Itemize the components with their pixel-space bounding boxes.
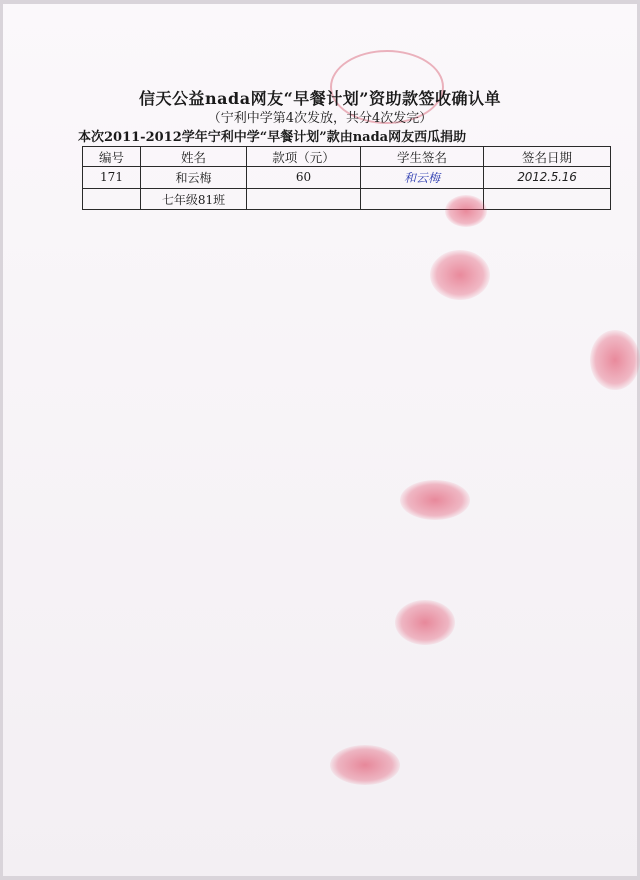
class-section-label: 七年级81班 bbox=[141, 188, 247, 210]
table-header-row bbox=[83, 147, 611, 167]
donation-note: 本次2011-2012学年宁利中学“早餐计划”款由nada网友西瓜捐助 bbox=[78, 130, 467, 145]
row-number: 171 bbox=[83, 167, 141, 189]
empty-cell bbox=[484, 188, 611, 210]
empty-cell bbox=[247, 188, 361, 210]
fingerprint-stamp bbox=[395, 600, 455, 645]
student-signature: 和云梅 bbox=[361, 167, 484, 189]
signature-table bbox=[82, 146, 611, 210]
empty-cell bbox=[83, 188, 141, 210]
table-row bbox=[83, 167, 611, 189]
fingerprint-stamp bbox=[430, 250, 490, 300]
fingerprint-stamp bbox=[330, 745, 400, 785]
column-header-number: 编号 bbox=[83, 147, 141, 167]
class-section-row bbox=[83, 188, 611, 210]
column-header-amount: 款项（元） bbox=[247, 147, 361, 167]
paper-edge bbox=[0, 0, 3, 880]
column-header-date: 签名日期 bbox=[484, 147, 611, 167]
signature-date: 2012.5.16 bbox=[484, 167, 611, 189]
paper-edge bbox=[0, 876, 640, 880]
document-subtitle: （宁利中学第4次发放，共分4次发完） bbox=[207, 111, 433, 126]
document-title: 信天公益nada网友“早餐计划”资助款签收确认单 bbox=[139, 89, 501, 108]
empty-cell bbox=[361, 188, 484, 210]
amount: 60 bbox=[247, 167, 361, 189]
fingerprint-stamp bbox=[400, 480, 470, 520]
paper-edge bbox=[0, 0, 640, 4]
fingerprint-stamp bbox=[590, 330, 640, 390]
student-name: 和云梅 bbox=[141, 167, 247, 189]
column-header-name: 姓名 bbox=[141, 147, 247, 167]
column-header-signature: 学生签名 bbox=[361, 147, 484, 167]
